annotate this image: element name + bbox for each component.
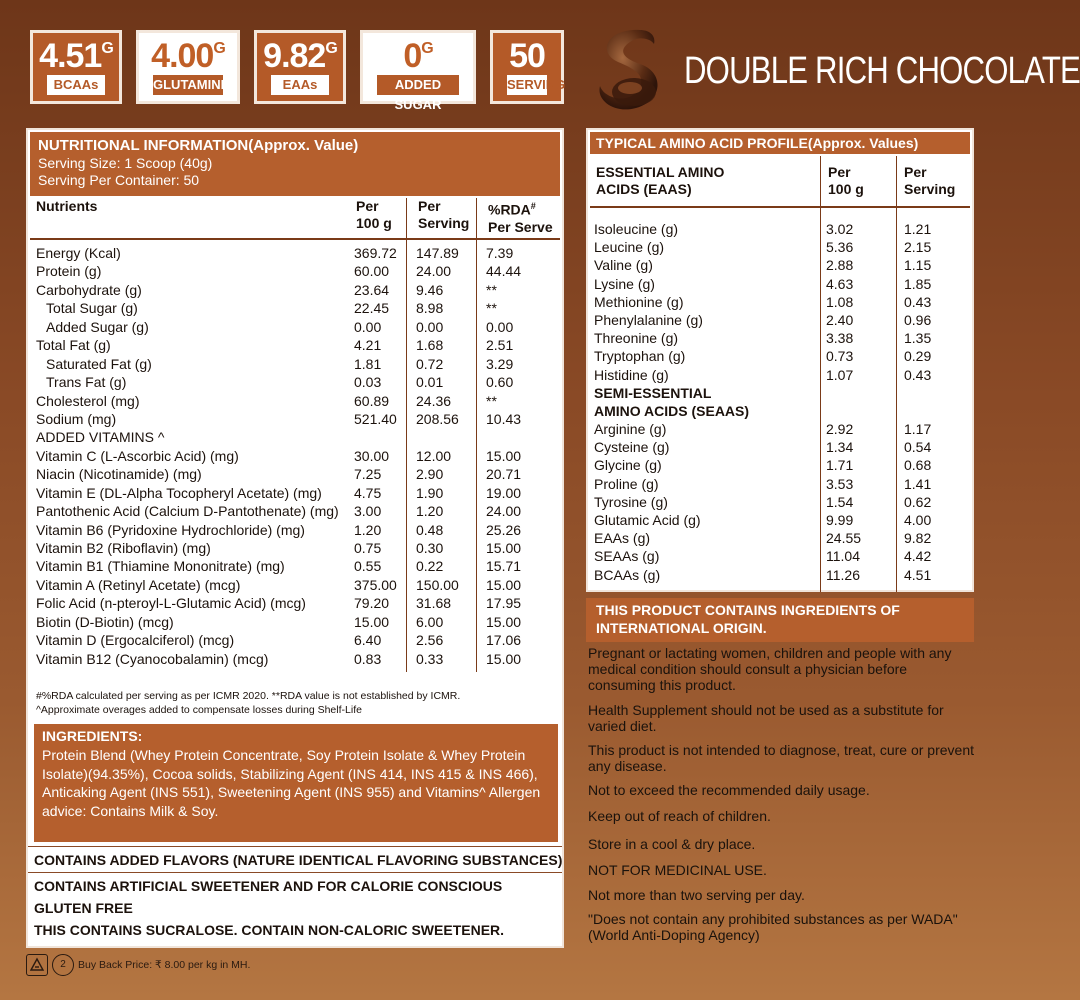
- advisory-note: Pregnant or lactating women, children and people with any medical condition should consult a physician before consuming this product.: [588, 645, 952, 693]
- amino-header-eaas: ESSENTIAL AMINO ACIDS (EAAS): [596, 164, 725, 197]
- nutrition-row: [36, 244, 560, 262]
- nutrition-cell-per100: 521.40: [354, 410, 397, 427]
- amino-cell-per100: 3.02: [826, 221, 854, 237]
- amino-row: [594, 238, 970, 256]
- nutrition-cell-serving: 0.01: [416, 374, 444, 391]
- amino-cell-name: Arginine (g): [594, 421, 667, 438]
- nutrition-row: [36, 576, 560, 594]
- nutrition-cell-rda: 10.43: [486, 410, 522, 427]
- nutrition-cell-per100: 60.89: [354, 392, 390, 409]
- nutrition-cell-serving: 24.36: [416, 392, 452, 409]
- stat-value: $9.82^G$: [263, 37, 337, 75]
- nutrition-row: [36, 355, 560, 373]
- amino-cell-serving: 1.85: [904, 275, 932, 292]
- nutrition-cell-serving: 1.20: [416, 503, 444, 520]
- nutrition-cell-name: Biotin (D-Biotin) (mcg): [36, 613, 174, 630]
- stat-value: $4.51^G$: [39, 37, 113, 75]
- stat-unit: G: [213, 40, 225, 57]
- serving-per-container: Serving Per Container: 50: [38, 172, 200, 188]
- nutrition-cell-name: Niacin (Nicotinamide) (mg): [36, 466, 202, 483]
- nutrition-cell-rda: 25.26: [486, 521, 522, 538]
- nutrition-cell-serving: 147.89: [416, 245, 459, 261]
- nutrition-cell-name: Energy (Kcal): [36, 245, 121, 261]
- nutrition-cell-serving: 9.46: [416, 281, 444, 298]
- stat-unit: G: [325, 40, 337, 57]
- amino-cell-name: Lysine (g): [594, 275, 655, 292]
- amino-cell-name: Tyrosine (g): [594, 493, 668, 510]
- nutrition-row: [36, 613, 560, 631]
- amino-cell-per100: 1.34: [826, 439, 854, 456]
- nutrition-cell-serving: 2.90: [416, 466, 444, 483]
- stat-label: SERVING: [507, 75, 547, 95]
- header-rda: %RDA# Per Serve: [488, 201, 553, 235]
- amino-cell-per100: 9.99: [826, 512, 854, 528]
- amino-cell-serving: 1.17: [904, 421, 932, 438]
- nutrition-cell-rda: 17.06: [486, 632, 522, 649]
- amino-row: [594, 438, 970, 456]
- stat-label: EAAs: [271, 75, 329, 95]
- stat-unit: G: [101, 40, 113, 57]
- nutrition-row: [36, 392, 560, 410]
- nutrition-cell-rda: **: [486, 300, 497, 317]
- nutrition-cell-serving: 0.33: [416, 650, 444, 667]
- amino-row: [594, 402, 970, 420]
- amino-cell-per100: 1.71: [826, 457, 854, 474]
- amino-cell-per100: 4.63: [826, 275, 854, 292]
- amino-cell-serving: 9.82: [904, 530, 932, 547]
- nutrition-cell-serving: 0.48: [416, 521, 444, 538]
- nutrition-row: [36, 650, 560, 668]
- nutrition-cell-per100: 0.75: [354, 540, 382, 556]
- amino-row: [594, 420, 970, 438]
- nutrition-cell-serving: 6.00: [416, 613, 444, 630]
- amino-row: [594, 511, 970, 529]
- amino-panel: [586, 128, 974, 592]
- amino-cell-per100: 11.26: [826, 566, 860, 583]
- nutrition-cell-name: Vitamin B1 (Thiamine Mononitrate) (mg): [36, 558, 285, 575]
- stat-unit: G: [421, 40, 433, 57]
- amino-cell-name: EAAs (g): [594, 530, 651, 547]
- amino-cell-serving: 0.43: [904, 366, 932, 383]
- amino-row: [594, 329, 970, 347]
- amino-cell-serving: 4.51: [904, 566, 932, 583]
- nutrition-cell-rda: 2.51: [486, 337, 514, 354]
- amino-cell-name: Cysteine (g): [594, 439, 670, 456]
- flavor-name: DOUBLE RICH CHOCOLATE: [684, 50, 1080, 92]
- amino-row: [594, 566, 970, 584]
- amino-row: [594, 456, 970, 474]
- amino-cell-per100: 2.88: [826, 257, 854, 274]
- nutrition-cell-per100: 15.00: [354, 613, 390, 630]
- amino-cell-name: BCAAs (g): [594, 566, 661, 583]
- advisory-note: "Does not contain any prohibited substances as per WADA" (World Anti-Doping Agency): [588, 911, 958, 943]
- amino-row: [594, 366, 970, 384]
- nutrition-row: [36, 484, 560, 502]
- nutrition-cell-per100: 7.25: [354, 466, 382, 483]
- amino-row: [594, 547, 970, 565]
- amino-header-per100: Per 100 g: [828, 164, 864, 197]
- nutrition-cell-per100: 60.00: [354, 263, 390, 280]
- amino-cell-per100: 1.08: [826, 293, 854, 310]
- amino-row: [594, 384, 970, 402]
- nutrition-cell-per100: 0.03: [354, 374, 382, 391]
- amino-row: [594, 293, 970, 311]
- nutrition-cell-name: Total Sugar (g): [46, 300, 138, 317]
- amino-cell-per100: 0.73: [826, 348, 854, 365]
- nutrition-cell-serving: 0.00: [416, 318, 444, 335]
- amino-cell-name: Glutamic Acid (g): [594, 512, 701, 528]
- amino-cell-name: Proline (g): [594, 475, 659, 492]
- nutrition-row: [36, 447, 560, 465]
- amino-cell-per100: 24.55: [826, 530, 862, 547]
- amino-rows: [594, 220, 970, 584]
- nutrition-cell-per100: 6.40: [354, 632, 382, 649]
- amino-row: [594, 347, 970, 365]
- stat-label: GLUTAMINE: [153, 75, 223, 95]
- origin-box: THIS PRODUCT CONTAINS INGREDIENTS OF INTERNATIONAL ORIGIN.: [586, 598, 974, 642]
- stat-added-sugar: [360, 30, 476, 112]
- advisory-note: Keep out of reach of children.: [588, 808, 771, 824]
- nutrition-cell-per100: 0.55: [354, 558, 382, 575]
- nutrition-panel: [26, 128, 564, 948]
- nutrition-cell-per100: 22.45: [354, 300, 390, 317]
- nutrition-row: [36, 521, 560, 539]
- nutrition-row: [36, 281, 560, 299]
- amino-cell-name: Methionine (g): [594, 293, 684, 310]
- nutrition-cell-per100: 375.00: [354, 576, 397, 593]
- nutrition-rows: [36, 244, 560, 668]
- statement-flavors: CONTAINS ADDED FLAVORS (NATURE IDENTICAL FLAVORING SUBSTANCES): [34, 852, 563, 868]
- header-per-serving: Per Serving: [418, 198, 470, 231]
- footnote-rda: #%RDA calculated per serving as per ICMR 2020. **RDA value is not established by ICMR.: [36, 690, 461, 702]
- amino-cell-serving: 1.35: [904, 330, 932, 347]
- nutrition-cell-per100: 369.72: [354, 245, 397, 261]
- nutrition-cell-per100: 23.64: [354, 281, 390, 298]
- nutrition-row: [36, 465, 560, 483]
- nutrition-cell-serving: 12.00: [416, 447, 452, 464]
- nutrition-cell-rda: 15.00: [486, 447, 522, 464]
- amino-cell-per100: 3.38: [826, 330, 854, 347]
- nutrition-cell-serving: 208.56: [416, 410, 459, 427]
- nutrition-cell-per100: 4.75: [354, 484, 382, 501]
- footnote-overages: ^Approximate overages added to compensate losses during Shelf-Life: [36, 704, 362, 716]
- amino-cell-per100: 3.53: [826, 475, 854, 492]
- buyback-price: Buy Back Price: ₹ 8.00 per kg in MH.: [78, 959, 251, 971]
- stat-label: BCAAs: [47, 75, 105, 95]
- nutrition-cell-name: Vitamin B6 (Pyridoxine Hydrochloride) (mg): [36, 521, 305, 538]
- nutrition-cell-serving: 31.68: [416, 595, 452, 612]
- nutrition-cell-name: Vitamin E (DL-Alpha Tocopheryl Acetate) (mg): [36, 484, 322, 501]
- nutrition-cell-rda: 15.71: [486, 558, 522, 575]
- nutrition-cell-rda: 17.95: [486, 595, 522, 612]
- advisory-note: Not more than two serving per day.: [588, 887, 805, 903]
- nutrition-row: [36, 262, 560, 280]
- amino-cell-serving: 1.15: [904, 257, 932, 274]
- amino-cell-per100: 2.40: [826, 311, 854, 328]
- nutrition-cell-rda: 0.60: [486, 374, 514, 391]
- nutrition-row: [36, 594, 560, 612]
- amino-cell-per100: 2.92: [826, 421, 854, 438]
- nutrition-row: [36, 318, 560, 336]
- amino-cell-name: SEAAs (g): [594, 548, 660, 565]
- nutrition-row: [36, 539, 560, 557]
- nutrition-cell-per100: 1.20: [354, 521, 382, 538]
- amino-cell-serving: 1.41: [904, 475, 932, 492]
- serving-size: Serving Size: 1 Scoop (40g): [38, 155, 213, 171]
- nutrition-cell-per100: 1.81: [354, 355, 382, 372]
- nutrition-cell-name: Sodium (mg): [36, 410, 117, 427]
- ingredients-text: Protein Blend (Whey Protein Concentrate, Soy Protein Isolate & Whey Protein Isolate)(94.35%), Cocoa solids, Stabilizing Agent (INS 414, INS 415 & INS 466), Anticaking Agent (INS 551), Sweetening Agent (INS 955) and Vitamins^ Allergen advice: Contains Milk & Soy.: [42, 747, 541, 819]
- amino-cell-serving: 0.68: [904, 457, 932, 474]
- header-nutrients: Nutrients: [36, 198, 98, 214]
- nutrition-row: [36, 631, 560, 649]
- chocolate-swirl-icon: [578, 22, 678, 122]
- nutrition-cell-rda: 19.00: [486, 484, 522, 501]
- stat-serving: [490, 30, 564, 104]
- nutrition-cell-rda: 15.00: [486, 650, 522, 667]
- nutrition-cell-rda: 7.39: [486, 245, 514, 261]
- nutrition-cell-name: Protein (g): [36, 263, 102, 280]
- nutrition-cell-name: Vitamin D (Ergocalciferol) (mcg): [36, 632, 235, 649]
- nutrition-cell-per100: 0.83: [354, 650, 382, 667]
- nutrition-cell-rda: 15.00: [486, 613, 522, 630]
- amino-row: [594, 529, 970, 547]
- nutrition-title: NUTRITIONAL INFORMATION(Approx. Value): [38, 137, 359, 154]
- amino-cell-serving: 0.43: [904, 293, 932, 310]
- nutrition-table-header: [30, 196, 560, 240]
- amino-cell-serving: 1.21: [904, 221, 932, 237]
- amino-cell-per100: 1.54: [826, 493, 854, 510]
- statement-sweetener: CONTAINS ARTIFICIAL SWEETENER AND FOR CALORIE CONSCIOUS: [34, 878, 503, 894]
- stat-glutamine: [136, 30, 240, 104]
- amino-cell-serving: 0.96: [904, 311, 932, 328]
- stat-value: 50: [509, 37, 545, 75]
- nutrition-row: [36, 557, 560, 575]
- nutrition-cell-name: Carbohydrate (g): [36, 281, 142, 298]
- ingredients-box: [34, 724, 558, 842]
- amino-cell-serving: 2.15: [904, 239, 932, 256]
- stat-value: $0^G$: [403, 37, 433, 75]
- amino-header-serving: Per Serving: [904, 164, 956, 197]
- nutrition-cell-name: Saturated Fat (g): [46, 355, 152, 372]
- nutrition-cell-name: Vitamin B2 (Riboflavin) (mg): [36, 540, 211, 556]
- nutrition-cell-name: Vitamin A (Retinyl Acetate) (mcg): [36, 576, 241, 593]
- nutrition-cell-name: Folic Acid (n-pteroyl-L-Glutamic Acid) (mcg): [36, 595, 306, 612]
- nutrition-cell-serving: 0.30: [416, 540, 444, 556]
- stat-eaas: [254, 30, 346, 104]
- nutrition-row: [36, 410, 560, 428]
- amino-cell-serving: 0.29: [904, 348, 932, 365]
- nutrition-cell-rda: 24.00: [486, 503, 522, 520]
- ingredients-title: INGREDIENTS:: [42, 728, 143, 744]
- nutrition-cell-serving: 0.72: [416, 355, 444, 372]
- amino-cell-serving: 0.62: [904, 493, 932, 510]
- nutrition-cell-serving: 8.98: [416, 300, 444, 317]
- nutrition-cell-per100: 4.21: [354, 337, 382, 354]
- nutrition-cell-serving: 24.00: [416, 263, 452, 280]
- bottom-bar: [26, 954, 326, 980]
- nutrition-cell-name: Vitamin B12 (Cyanocobalamin) (mcg): [36, 650, 269, 667]
- nutrition-cell-rda: 44.44: [486, 263, 522, 280]
- amino-cell-name: Isoleucine (g): [594, 221, 679, 237]
- advisory-note: This product is not intended to diagnose, treat, cure or prevent any disease.: [588, 742, 975, 774]
- statement-sucralose: THIS CONTAINS SUCRALOSE. CONTAIN NON-CALORIC SWEETENER.: [34, 922, 505, 938]
- advisory-note: Store in a cool & dry place.: [588, 836, 756, 852]
- amino-title: TYPICAL AMINO ACID PROFILE(Approx. Values): [590, 132, 970, 154]
- amino-row: [594, 475, 970, 493]
- nutrition-cell-per100: 79.20: [354, 595, 390, 612]
- amino-cell-serving: 4.00: [904, 512, 932, 528]
- amino-cell-per100: 11.04: [826, 548, 860, 565]
- nutrition-cell-rda: **: [486, 281, 497, 298]
- header-per100: Per 100 g: [356, 198, 392, 231]
- amino-row: [594, 256, 970, 274]
- amino-cell-per100: 5.36: [826, 239, 854, 256]
- amino-row: [594, 275, 970, 293]
- stat-bcaas: [30, 30, 122, 104]
- advisory-note: Not to exceed the recommended daily usage.: [588, 782, 870, 798]
- amino-cell-name: SEMI-ESSENTIAL: [594, 384, 712, 401]
- amino-cell-name: Phenylalanine (g): [594, 311, 703, 328]
- nutrition-cell-serving: 1.90: [416, 484, 444, 501]
- nutrition-cell-per100: 30.00: [354, 447, 390, 464]
- amino-row: [594, 493, 970, 511]
- nutrition-row: [36, 373, 560, 391]
- amino-cell-name: Leucine (g): [594, 239, 665, 256]
- amino-cell-name: Valine (g): [594, 257, 653, 274]
- stat-label: ADDED SUGAR: [377, 75, 459, 95]
- nutrition-cell-name: Trans Fat (g): [46, 374, 127, 391]
- nutrition-cell-rda: 20.71: [486, 466, 522, 483]
- nutrition-cell-name: Vitamin C (L-Ascorbic Acid) (mg): [36, 447, 239, 464]
- amino-row: [594, 220, 970, 238]
- amino-cell-name: Threonine (g): [594, 330, 679, 347]
- nutrition-cell-serving: 150.00: [416, 576, 459, 593]
- amino-cell-name: Histidine (g): [594, 366, 669, 383]
- nutrition-cell-rda: 15.00: [486, 540, 522, 556]
- advisory-note: Health Supplement should not be used as a substitute for varied diet.: [588, 702, 944, 734]
- nutrition-cell-name: Total Fat (g): [36, 337, 111, 354]
- nutrition-cell-serving: 1.68: [416, 337, 444, 354]
- amino-cell-serving: 0.54: [904, 439, 932, 456]
- nutrition-cell-name: ADDED VITAMINS ^: [36, 429, 165, 446]
- nutrition-row: [36, 299, 560, 317]
- nutrition-cell-serving: 0.22: [416, 558, 444, 575]
- nutrition-row: [36, 336, 560, 354]
- nutrition-cell-serving: 2.56: [416, 632, 444, 649]
- amino-cell-name: Glycine (g): [594, 457, 662, 474]
- nutrition-header: [30, 132, 560, 196]
- recycle-icon: [26, 954, 48, 976]
- amino-cell-per100: 1.07: [826, 366, 854, 383]
- advisory-note: NOT FOR MEDICINAL USE.: [588, 862, 767, 878]
- nutrition-cell-rda: **: [486, 392, 497, 409]
- nutrition-cell-per100: 0.00: [354, 318, 382, 335]
- stat-value: $4.00^G$: [151, 37, 225, 75]
- amino-row: [594, 311, 970, 329]
- nutrition-cell-per100: 3.00: [354, 503, 382, 520]
- hdpe-icon: 2: [52, 954, 74, 976]
- nutrition-cell-name: Cholesterol (mg): [36, 392, 140, 409]
- nutrition-cell-name: Added Sugar (g): [46, 318, 149, 335]
- nutrition-cell-rda: 0.00: [486, 318, 514, 335]
- nutrition-cell-rda: 15.00: [486, 576, 522, 593]
- amino-cell-serving: 4.42: [904, 548, 932, 565]
- nutrition-row: [36, 502, 560, 520]
- nutrition-cell-name: Pantothenic Acid (Calcium D-Pantothenate) (mg): [36, 503, 339, 520]
- statement-gluten: GLUTEN FREE: [34, 900, 133, 916]
- nutrition-row: [36, 428, 560, 446]
- amino-cell-name: Tryptophan (g): [594, 348, 686, 365]
- nutrition-cell-rda: 3.29: [486, 355, 514, 372]
- amino-cell-name: AMINO ACIDS (SEAAS): [594, 402, 750, 419]
